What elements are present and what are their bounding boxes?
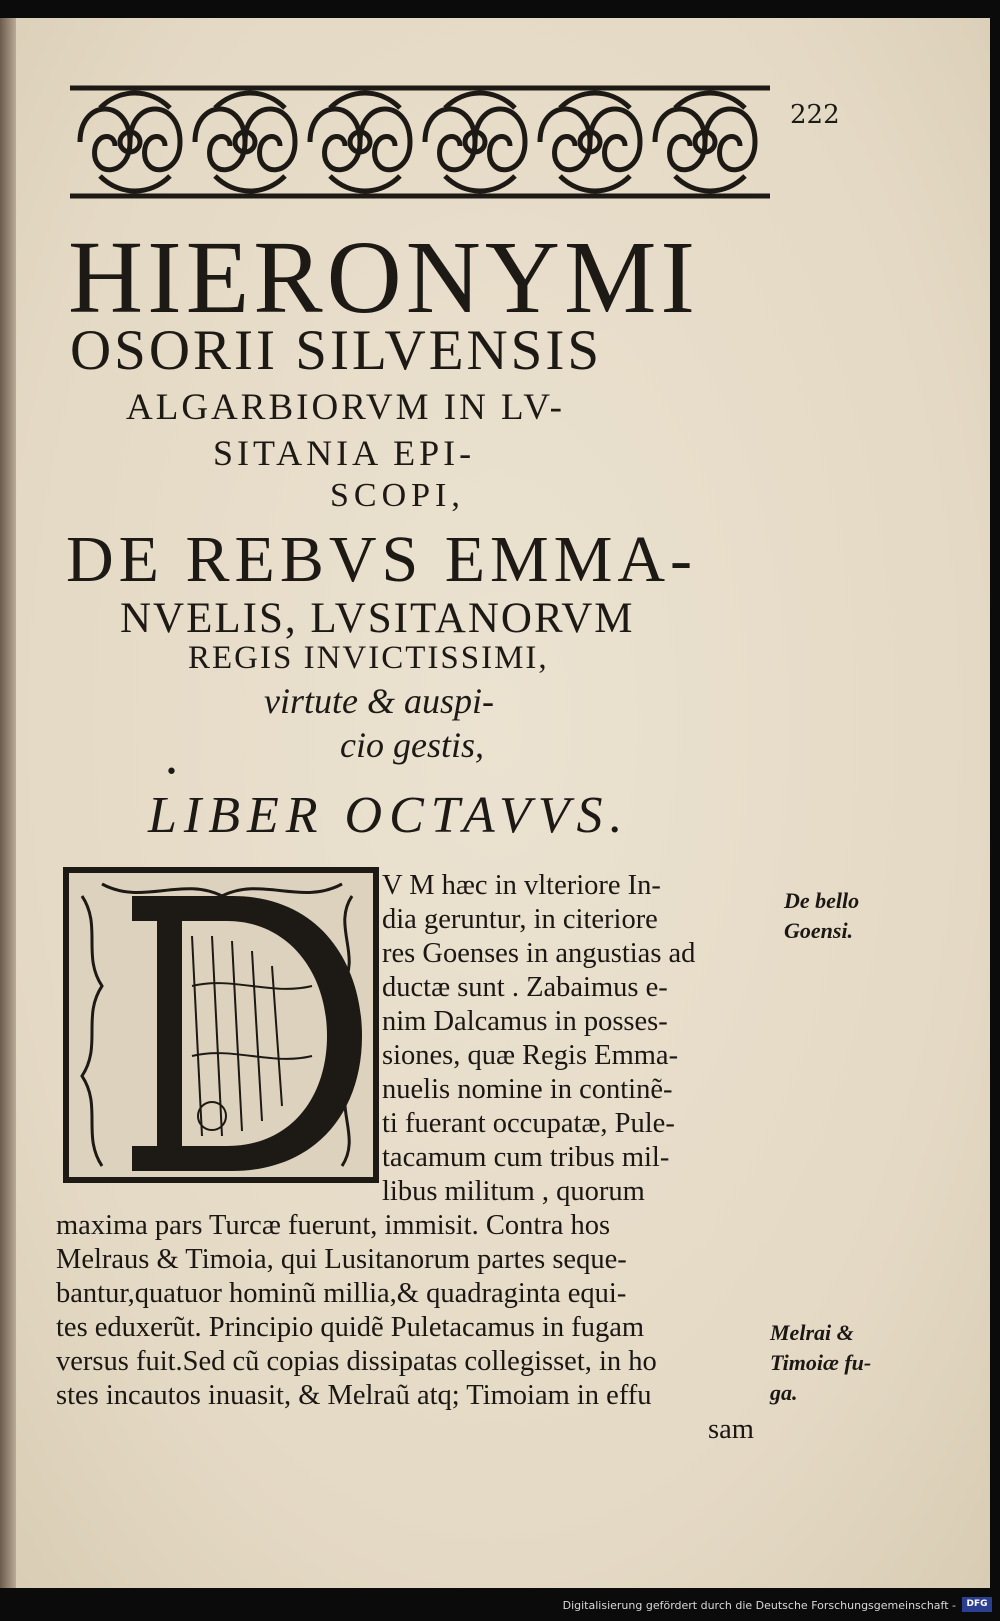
- text-line-4: ductæ sunt . Zabaimus e-: [382, 972, 668, 1003]
- text-line-2: dia geruntur, in citeriore: [382, 904, 658, 935]
- marginal-note-2-line-2: Timoiæ fu-: [770, 1350, 872, 1375]
- title-line-2: OSORII SILVENSIS: [70, 319, 603, 382]
- text-line-7: nuelis nomine in continẽ-: [382, 1074, 673, 1105]
- text-line-10: libus militum , quorum: [382, 1176, 645, 1207]
- title-line-6: DE REBVS EMMA-: [66, 523, 698, 596]
- title-author-name: HIERONYMI: [68, 220, 700, 335]
- book-spine: [0, 18, 16, 1588]
- title-line-5: SCOPI,: [330, 477, 465, 514]
- title-line-10: cio gestis,: [340, 725, 484, 765]
- title-line-8: REGIS INVICTISSIMI,: [188, 640, 549, 676]
- funding-credit: Digitalisierung gefördert durch die Deutsche Forschungsgemeinschaft -: [562, 1599, 956, 1612]
- text-line-6: siones, quæ Regis Emma-: [382, 1040, 679, 1071]
- title-line-9: virtute & auspi-: [264, 681, 494, 721]
- ornamental-dot: •: [165, 760, 178, 785]
- page-number: 222: [790, 100, 840, 130]
- text-line-17: sam: [708, 1414, 754, 1445]
- decorative-headpiece: [70, 78, 770, 206]
- text-line-12: Melraus & Timoia, qui Lusitanorum partes seque-: [56, 1244, 627, 1275]
- text-line-11: maxima pars Turcæ fuerunt, immisit. Contra hos: [56, 1210, 611, 1241]
- title-line-3: ALGARBIORVM IN LV-: [126, 387, 565, 428]
- marginal-note-1-line-2: Goensi.: [784, 918, 854, 943]
- marginal-note-1-line-1: De bello: [784, 888, 860, 913]
- digitization-footer: [0, 1592, 1000, 1621]
- marginal-note-2-line-1: Melrai &: [770, 1320, 854, 1345]
- dfg-logo: DFG: [962, 1597, 992, 1612]
- marginal-note-2-line-3: ga.: [770, 1380, 798, 1405]
- decorated-initial-d: [62, 866, 380, 1184]
- text-line-13: bantur,quatuor hominũ millia,& quadraginta equi-: [56, 1278, 627, 1309]
- title-line-7: NVELIS, LVSITANORVM: [120, 595, 635, 642]
- text-line-14: tes eduxerũt. Principio quidẽ Puletacamus in fugam: [56, 1312, 645, 1343]
- text-line-1: V M hæc in vlteriore In-: [382, 870, 661, 901]
- title-line-4: SITANIA EPI-: [213, 433, 476, 473]
- text-line-15: versus fuit.Sed cũ copias dissipatas collegisset, in ho: [56, 1346, 657, 1377]
- text-line-16: stes incautos inuasit, & Melraũ atq; Timoiam in effu: [56, 1380, 652, 1411]
- text-line-9: tacamum cum tribus mil-: [382, 1142, 670, 1173]
- text-line-3: res Goenses in angustias ad: [382, 938, 696, 969]
- book-heading: LIBER OCTAVVS.: [148, 787, 630, 844]
- text-line-8: ti fuerant occupatæ, Pule-: [382, 1108, 675, 1139]
- text-line-5: nim Dalcamus in posses-: [382, 1006, 668, 1037]
